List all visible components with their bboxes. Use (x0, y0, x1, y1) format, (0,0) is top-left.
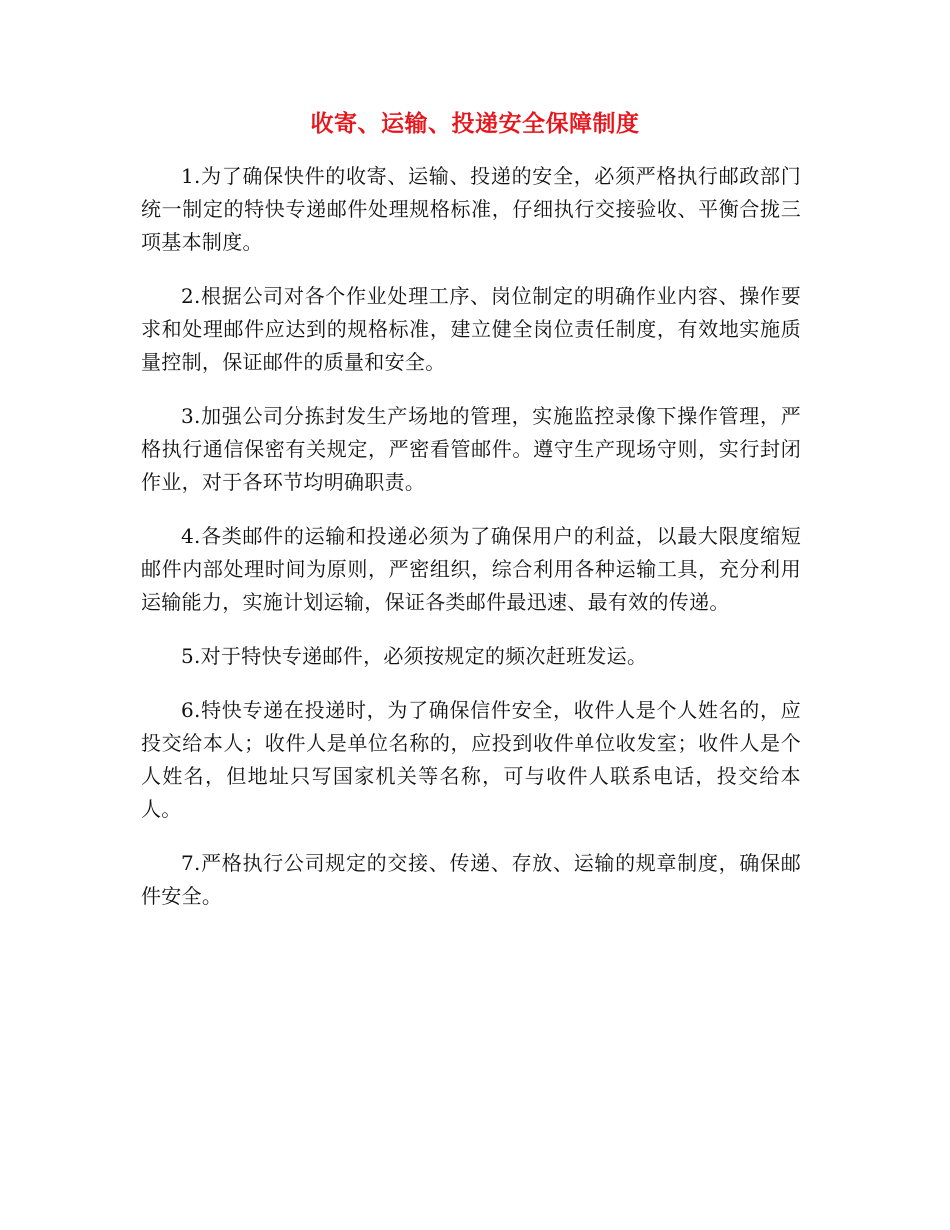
paragraph-3: 3.加强公司分拣封发生产场地的管理，实施监控录像下操作管理，严格执行通信保密有关规定，严密看管邮件。遵守生产现场守则，实行封闭作业，对于各环节均明确职责。 (141, 404, 801, 494)
paragraph-7: 7.严格执行公司规定的交接、传递、存放、运输的规章制度，确保邮件安全。 (141, 851, 801, 908)
paragraph-1: 1.为了确保快件的收寄、运输、投递的安全，必须严格执行邮政部门统一制定的特快专递邮件处理规格标准，仔细执行交接验收、平衡合拢三项基本制度。 (141, 164, 801, 254)
document-body (141, 160, 801, 934)
document-title: 收寄、运输、投递安全保障制度 (310, 110, 640, 137)
paragraph-5: 5.对于特快专递邮件，必须按规定的频次赶班发运。 (181, 644, 648, 668)
paragraph-6: 6.特快专递在投递时，为了确保信件安全，收件人是个人姓名的，应投交给本人；收件人是单位名称的，应投到收件单位收发室；收件人是个人姓名，但地址只写国家机关等名称，可与收件人联系电话，投交给本人。 (141, 698, 801, 821)
paragraph-2: 2.根据公司对各个作业处理工序、岗位制定的明确作业内容、操作要求和处理邮件应达到的规格标准，建立健全岗位责任制度，有效地实施质量控制，保证邮件的质量和安全。 (141, 284, 801, 374)
paragraph-4: 4.各类邮件的运输和投递必须为了确保用户的利益，以最大限度缩短邮件内部处理时间为原则，严密组织，综合利用各种运输工具，充分利用运输能力，实施计划运输，保证各类邮件最迅速、最有效的传递。 (141, 524, 801, 614)
